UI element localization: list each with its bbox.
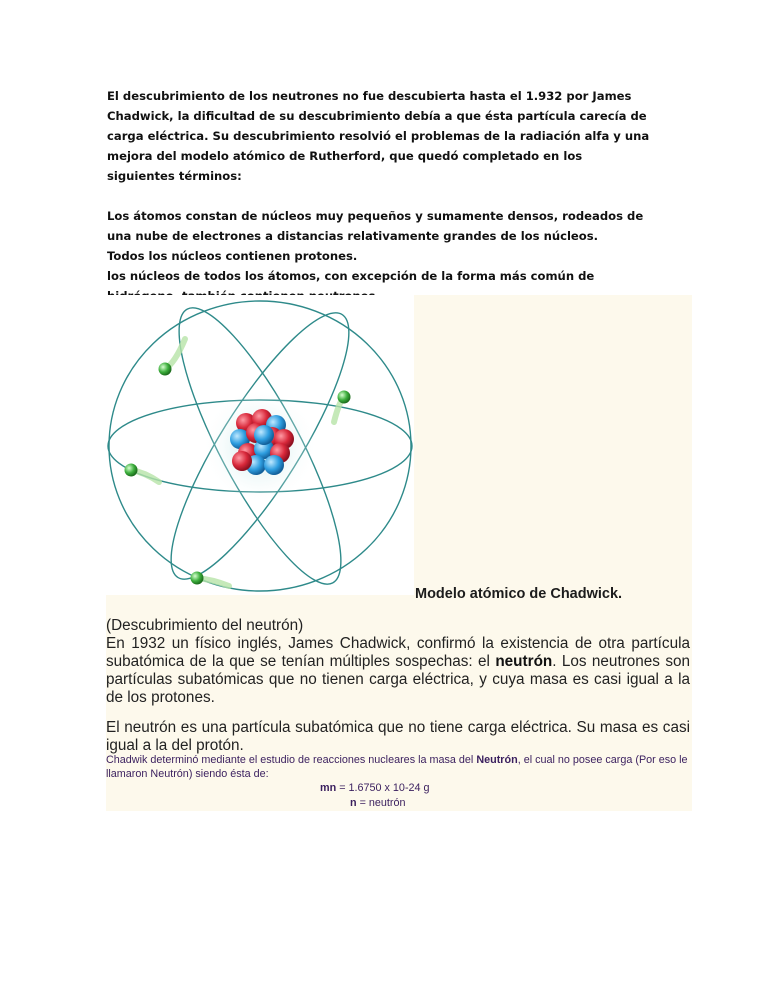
electron-3 xyxy=(125,464,138,477)
article-subtitle: (Descubrimiento del neutrón) xyxy=(106,617,304,634)
neutron-note-term: Neutrón xyxy=(476,754,518,766)
mass-note: Chadwik determinó mediante el estudio de reacciones nucleares la masa del Neutrón, el cual no posee carga (Por eso le llamaron Neutrón) siendo ésta de: xyxy=(106,754,688,780)
intro-line-neutrons: los núcleos de todos los átomos, con excepción de la forma más común de xyxy=(107,269,595,283)
intro-paragraph: El descubrimiento de los neutrones no fue descubierta hasta el 1.932 por James Chadwick, la dificultad de su descubrimiento debía a que ésta partícula carecía de carga eléctrica. Su descubrimiento resolvió el problemas de la radiación alfa y una mejora del modelo atómico de Rutherford, que quedó completado en los siguientes términos: xyxy=(107,89,650,183)
article-body xyxy=(106,617,690,755)
neutron-term: neutrón xyxy=(495,653,553,670)
mass-formula: mn = 1.6750 x 10-24 g xyxy=(320,782,430,794)
atom-illustration xyxy=(106,295,414,595)
intro-line-nucleus: Los átomos constan de núcleos muy pequeños y sumamente densos, rodeados de una nube de electrones a distancias relativamente grandes de los núcleos. xyxy=(107,209,644,243)
figure-caption: Modelo atómico de Chadwick. xyxy=(415,586,623,602)
electron-1 xyxy=(159,363,172,376)
neutron-14 xyxy=(254,425,274,445)
symbol-definition: n = neutrón xyxy=(350,797,406,809)
atom-model-icon xyxy=(106,295,414,595)
electron-2 xyxy=(338,391,351,404)
intro-line-protons: Todos los núcleos contienen protones. xyxy=(107,249,358,263)
proton-13 xyxy=(232,451,252,471)
electron-4 xyxy=(191,572,204,585)
article-paragraph-1: En 1932 un físico inglés, James Chadwick, confirmó la existencia de otra partícula subatómica de la que se tenían múltiples sospechas: el neutrón. Los neutrones son partículas subatómicas que no tienen carga eléctrica, y cuya masa es casi igual a la de los protones. xyxy=(106,635,690,706)
neutron-12 xyxy=(264,455,284,475)
intro-text xyxy=(107,86,652,306)
article-paragraph-2: El neutrón es una partícula subatómica que no tiene carga eléctrica. Su masa es casi igual a la del protón. xyxy=(106,719,690,754)
article-panel xyxy=(106,295,692,811)
